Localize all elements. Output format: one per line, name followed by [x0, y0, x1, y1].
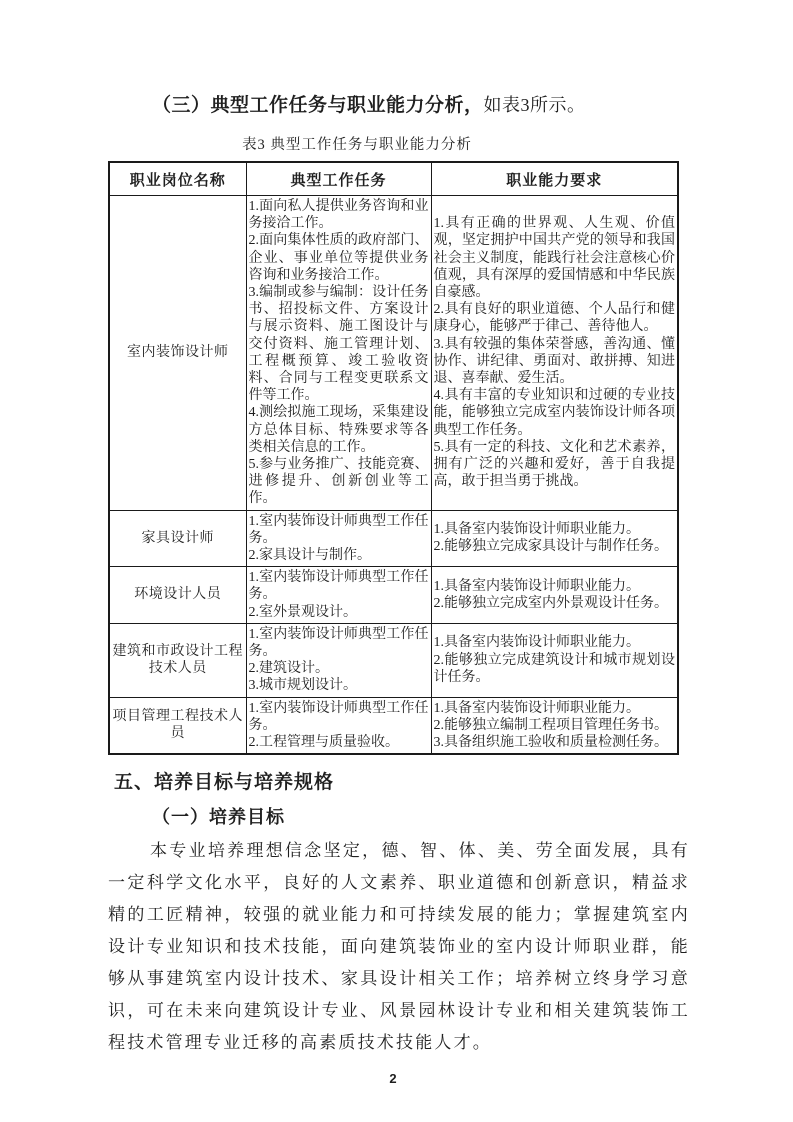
- page-number: 2: [389, 1071, 397, 1087]
- tasks-item: 2.建筑设计。: [248, 661, 329, 677]
- abilities-item: 2.能够独立完成家具设计与制作任务。: [433, 539, 668, 555]
- tasks-item: 1.室内装饰设计师典型工作任务。: [248, 700, 429, 733]
- tasks-item: 3.编制或参与编制：设计任务书、招投标文件、方案设计与展示资料、施工图设计与交付资料、施工管理计划、工程概预算、竣工验收资料、合同与工程变更联系文件等工作。: [248, 285, 429, 404]
- tasks-cell: [246, 623, 431, 697]
- training-objective-paragraph: 本专业培养理想信念坚定，德、智、体、美、劳全面发展，具有一定科学文化水平，良好的人文素养、职业道德和创新意识，精益求精的工匠精神，较强的就业能力和可持续发展的能力；掌握建筑室内设计专业知识和技术技能，面向建筑装饰业的室内设计师职业群，能够从事建筑室内设计技术、家具设计相关工作；培养树立终身学习意识，可在未来向建筑设计专业、风景园林设计专业和相关建筑装饰工程技术管理专业迁移的高素质技术技能人才。: [108, 841, 690, 1053]
- abilities-item: 5.具有一定的科技、文化和艺术素养，拥有广泛的兴趣和爱好，善于自我提高，敢于担当勇于挑战。: [433, 439, 675, 490]
- abilities-item: 3.具备组织施工验收和质量检测任务。: [433, 735, 668, 751]
- abilities-cell: [431, 623, 678, 697]
- tasks-cell: [246, 697, 431, 754]
- tasks-item: 2.工程管理与质量验收。: [248, 735, 399, 751]
- tasks-cell: [246, 567, 431, 624]
- table-row: [109, 697, 678, 754]
- position-cell: 家具设计师: [109, 510, 246, 567]
- section5-subheading: （一）培养目标: [152, 807, 285, 828]
- abilities-cell: [431, 510, 678, 567]
- tasks-item: 1.室内装饰设计师典型工作任务。: [248, 513, 429, 546]
- position-cell: 建筑和市政设计工程技术人员: [109, 623, 246, 697]
- tasks-cell: [246, 510, 431, 567]
- position-cell: 项目管理工程技术人员: [109, 697, 246, 754]
- tasks-item: 2.室外景观设计。: [248, 604, 357, 620]
- abilities-item: 2.能够独立完成建筑设计和城市规划设计任务。: [433, 652, 675, 685]
- abilities-item: 1.具备室内装饰设计师职业能力。: [433, 578, 640, 594]
- position-cell: 室内装饰设计师: [109, 196, 246, 511]
- section-heading: [108, 92, 690, 119]
- position-cell: 环境设计人员: [109, 567, 246, 624]
- section-heading-bold: （三）典型工作任务与职业能力分析，: [152, 95, 484, 116]
- tasks-item: 1.室内装饰设计师典型工作任务。: [248, 626, 429, 660]
- abilities-item: 2.能够独立编制工程项目管理任务书。: [433, 717, 668, 733]
- abilities-item: 1.具有正确的世界观、人生观、价值观，坚定拥护中国共产党的领导和我国社会主义制度，能践行社会注意核心价值观，具有深厚的爱国情感和中华民族自豪感。: [433, 216, 675, 301]
- tasks-item: 2.面向集体性质的政府部门、企业、事业单位等提供业务咨询和业务接洽工作。: [248, 233, 429, 283]
- tasks-cell: [246, 196, 431, 511]
- table-row: [109, 196, 678, 511]
- header-tasks: 典型工作任务: [246, 162, 431, 196]
- section5-heading: 五、培养目标与培养规格: [114, 772, 335, 794]
- tasks-item: 3.城市规划设计。: [248, 678, 357, 694]
- abilities-item: 3.具有较强的集体荣誉感，善沟通、懂协作、讲纪律、勇面对、敢拼搏、知进退、喜奉献、爱生活。: [433, 336, 675, 387]
- table-row: [109, 567, 678, 624]
- header-position: 职业岗位名称: [109, 162, 246, 196]
- abilities-item: 2.能够独立完成室内外景观设计任务。: [433, 596, 668, 612]
- abilities-item: 1.具备室内装饰设计师职业能力。: [433, 522, 640, 538]
- tasks-item: 2.家具设计与制作。: [248, 548, 371, 564]
- tasks-item: 4.测绘拟施工现场，采集建设方总体目标、特殊要求等各类相关信息的工作。: [248, 405, 429, 455]
- table-row: [109, 510, 678, 567]
- tasks-item: 1.室内装饰设计师典型工作任务。: [248, 570, 429, 603]
- section-heading-rest: 如表3所示。: [483, 95, 586, 115]
- abilities-item: 2.具有良好的职业道德、个人品行和健康身心，能够严于律己、善待他人。: [433, 302, 675, 335]
- abilities-item: 4.具有丰富的专业知识和过硬的专业技能，能够独立完成室内装饰设计师各项典型工作任务。: [433, 388, 675, 438]
- abilities-item: 1.具备室内装饰设计师职业能力。: [433, 700, 640, 716]
- job-task-ability-table: [108, 161, 679, 755]
- table-header-row: [109, 162, 678, 196]
- tasks-item: 1.面向私人提供业务咨询和业务接洽工作。: [248, 199, 429, 232]
- abilities-cell: [431, 697, 678, 754]
- tasks-item: 5.参与业务推广、技能竞赛、进修提升、创新创业等工作。: [248, 457, 429, 507]
- table-row: [109, 623, 678, 697]
- table-caption: 表3 典型工作任务与职业能力分析: [242, 137, 472, 153]
- abilities-cell: [431, 196, 678, 511]
- header-abilities: 职业能力要求: [431, 162, 678, 196]
- abilities-cell: [431, 567, 678, 624]
- table-body: [109, 196, 678, 755]
- abilities-item: 1.具备室内装饰设计师职业能力。: [433, 635, 640, 651]
